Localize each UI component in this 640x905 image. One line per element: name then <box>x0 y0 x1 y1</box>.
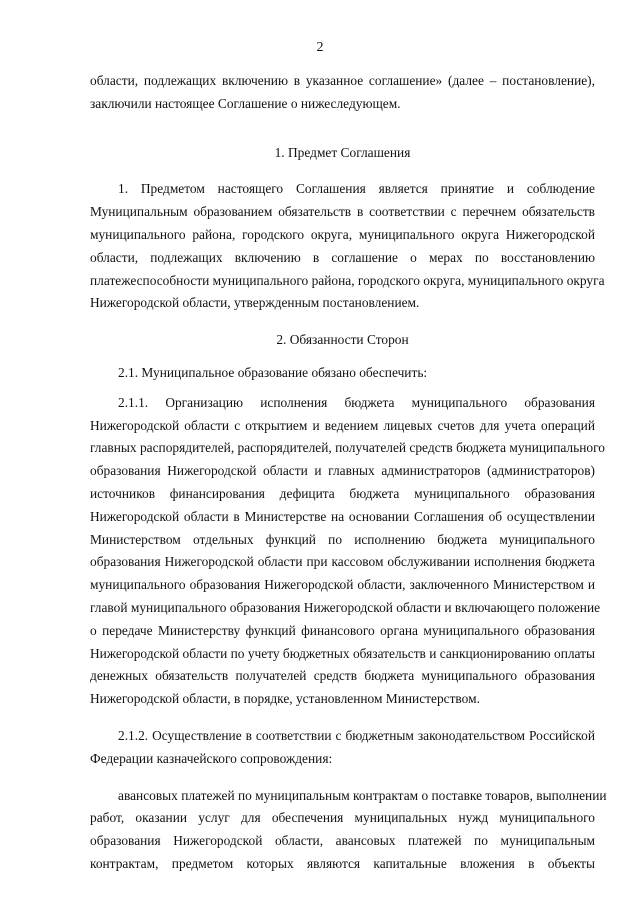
clause-2-1-2-item-line: образования Нижегородской области, авансовых платежей по муниципальным <box>90 833 595 849</box>
section-1-line: Муниципальным образованием обязательств в соответствии с перечнем обязательств <box>90 204 595 220</box>
section-2-heading: 2. Обязанности Сторон <box>276 332 409 348</box>
clause-2-1-1-line: главных распорядителей, распорядителей, получателей средств бюджета муниципального <box>90 440 605 456</box>
clause-2-1-1-line: денежных обязательств получателей средств бюджета муниципального образования <box>90 668 595 684</box>
intro-line: области, подлежащих включению в указанное соглашение» (далее – постановление), <box>90 73 595 88</box>
section-1-line: муниципального района, городского округа, муниципального округа Нижегородской <box>90 226 595 242</box>
clause-2-1-1-line: Нижегородской области в Министерстве на основании Соглашения об осуществлении <box>90 508 595 524</box>
clause-2-1-1-line: 2.1.1. Организацию исполнения бюджета муниципального образования <box>118 394 595 410</box>
clause-2-1 <box>90 362 595 385</box>
clause-2-1-2-item <box>90 785 607 876</box>
clause-2-1-1-line: Нижегородской области, в порядке, установленном Министерством. <box>90 691 480 707</box>
page-number: 2 <box>316 40 324 55</box>
clause-2-1-1-line: образования Нижегородской области и главных администраторов (администраторов) <box>90 463 595 479</box>
clause-2-1-1-line: Нижегородской области с открытием и ведением лицевых счетов для учета операций <box>90 417 595 433</box>
clause-2-1-1-line: Министерством отдельных функций по исполнению бюджета муниципального <box>90 531 595 547</box>
clause-2-1-1-line: о передаче Министерству функций финансового органа муниципального образования <box>90 622 595 638</box>
clause-2-1-2-item-line: авансовых платежей по муниципальным контрактам о поставке товаров, выполнении <box>118 787 607 803</box>
section-1-paragraph <box>90 178 605 315</box>
clause-2-1-1-line: источников финансирования дефицита бюджета муниципального образования <box>90 485 595 501</box>
clause-2-1-1-line: Нижегородской области по учету бюджетных обязательств и санкционированию оплаты <box>90 645 595 661</box>
clause-2-1-2-item-line: контрактам, предметом которых являются капитальные вложения в объекты <box>90 855 595 871</box>
section-1-line: области, подлежащих включению в соглашение о мерах по восстановлению <box>90 249 595 265</box>
clause-2-1-2-item-line: работ, оказании услуг для обеспечения муниципальных нужд муниципального <box>90 810 595 826</box>
clause-2-1-1-line: муниципального образования Нижегородской области, заключенного Министерством и <box>90 577 595 593</box>
clause-2-1-1 <box>90 392 605 711</box>
clause-2-1-1-line: образования Нижегородской области при кассовом обслуживании исполнения бюджета <box>90 554 595 570</box>
section-1-line: 1. Предметом настоящего Соглашения является принятие и соблюдение <box>118 181 595 197</box>
section-1-line: платежеспособности муниципального района, городского округа, муниципального округа <box>90 272 605 288</box>
clause-2-1-2 <box>90 725 595 771</box>
clause-2-1-2-line: 2.1.2. Осуществление в соответствии с бюджетным законодательством Российской <box>118 727 595 743</box>
clause-2-1-2-line: Федерации казначейского сопровождения: <box>90 750 333 766</box>
section-1-line: Нижегородской области, утвержденным постановлением. <box>90 295 420 311</box>
intro-line: заключили настоящее Соглашение о нижеследующем. <box>90 95 401 111</box>
document-body <box>90 70 607 876</box>
clause-2-1-1-line: главой муниципального образования Нижегородской области и включающего положение <box>90 599 601 615</box>
clause-2-1-line: 2.1. Муниципальное образование обязано обеспечить: <box>118 364 428 380</box>
intro-paragraph <box>90 70 595 116</box>
section-1-heading: 1. Предмет Соглашения <box>274 144 411 160</box>
